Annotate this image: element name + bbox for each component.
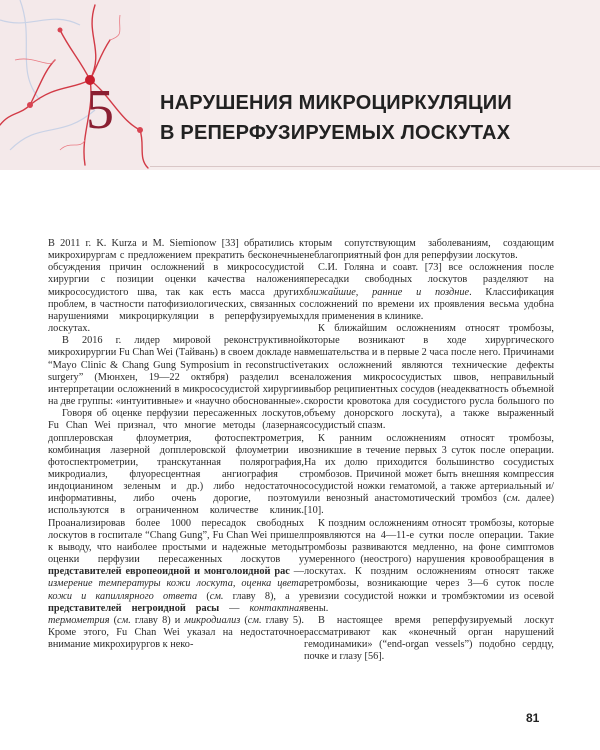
paragraph: К ранним осложнениям относят тромбозы, возникшие в течение первых 3 суток после операции. На их долю приходится большинство сосудистых тромбозов. Причиной может быть внешняя компрессия сосудистой ножки гематомой, а также артериальный и/или венозный анастомотический тромбоз (см. далее) [10]. xyxy=(304,432,555,517)
paragraph: Говоря об оценке перфузии пересаженных лоскутов, Fu Chan Wei признал, что многие методы (лазерная допплеровская флоуметрия, фотоспектрометрия, комбинация лазерной допплеровской флоуметрии и фотоспектрометрии, транскутанная полярография, микродиализ, флуоресцентная ангиография с индоцианином зеленым и др.) либо недостаточно информативны, либо очень дорогие, поэтому используются в ограниченном количестве клиник. Проанализировав более 1000 пересадок свободных лоскутов в госпитале “Chang Gung”, Fu Chan Wei пришел к выводу, что наиболее простыми и надежные методы оценки перфузии пересаженных лоскутов у представителей европеоидной и монголоидной рас — измерение температуры кожи лоскута, оценка цвета кожи и капиллярного ответа (см. главу 8), а у представителей негроидной расы — контактная термометрия (см. главу 8) и микродиализ (см. главу 5). Кроме этого, Fu Chan Wei указал на недостаточное внимание микрохирургов к неко- xyxy=(48,408,304,651)
chapter-title-line2: В РЕПЕРФУЗИРУЕМЫХ ЛОСКУТАХ xyxy=(160,122,511,144)
neuron-illustration xyxy=(0,0,150,170)
chapter-title-line1: НАРУШЕНИЯ МИКРОЦИРКУЛЯЦИИ xyxy=(160,92,512,114)
right-column xyxy=(304,238,554,663)
paragraph: В настоящее время реперфузируемый лоскут рассматривают как «конечный орган нарушений гемодинамики» (“end-organ vessels”) подобно сердцу, почке и глазу [56]. xyxy=(304,614,554,663)
paragraph: С.И. Голяна и соавт. [73] все осложнения после пересадки свободных лоскутов разделяют на ближайшие, ранние и поздние. Классификация осложнений по времени их проявления весьма удобна для применения в клинике. xyxy=(304,262,555,322)
page-number: 81 xyxy=(526,711,540,725)
paragraph: торым сопутствующим заболеваниям, создающим неблагоприятный фон для реперфузии лоскутов. xyxy=(304,238,554,262)
header-divider xyxy=(150,166,600,167)
chapter-number: 5 xyxy=(86,79,114,141)
paragraph: К поздним осложнениям относят тромбозы, которые проявляются на 4—11-е сутки после операции. Такие тромбозы развиваются медленно, на фоне симптомов умеренного (неострого) нарушения кровообращения в лоскутах. К поздним осложнениям относят также ретромбозы, возникающие через 3—6 суток после ревизии сосудистой ножки и тромбэктомии из осевой вены. xyxy=(304,517,554,614)
paragraph: В 2016 г. лидер мировой реконструктивной микрохирургии Fu Chan Wei (Тайвань) в своем докладе на “Mayo Clinic & Chang Gung Symposium in reconstructive surgery” (Мюнхен, 19—22 октября) разделил все интерпретации осложнений в микрососудистой хирургии на две группы: «интуитивные» и «научно обоснованные». xyxy=(48,335,304,408)
left-column xyxy=(48,238,304,651)
paragraph: В 2011 г. K. Kurza и M. Siemionow [33] обратились к микрохирургам с предложением прекратить бесконечные обсуждения причин осложнений в микрососудистой хирургии с позиции оценки качества наложения микрососудистого шва, так как есть масса других проблем, в частности патофизиологических, связанных с нарушениями микроциркуляции в реперфузируемых лоскутах. xyxy=(48,238,304,335)
chapter-title xyxy=(160,88,580,148)
paragraph: К ближайшим осложнениям относят тромбозы, которые возникают в ходе хирургического вмешательства и в первые 2 часа после него. Причинами таких осложнений являются технические дефекты наложения микрососудистых швов, неправильный выбор реципиентных сосудов (неадекватность объемной скорости кровотока для сосудистого русла большого по объему донорского лоскута), а также выраженный сосудистый спазм. xyxy=(304,323,554,432)
